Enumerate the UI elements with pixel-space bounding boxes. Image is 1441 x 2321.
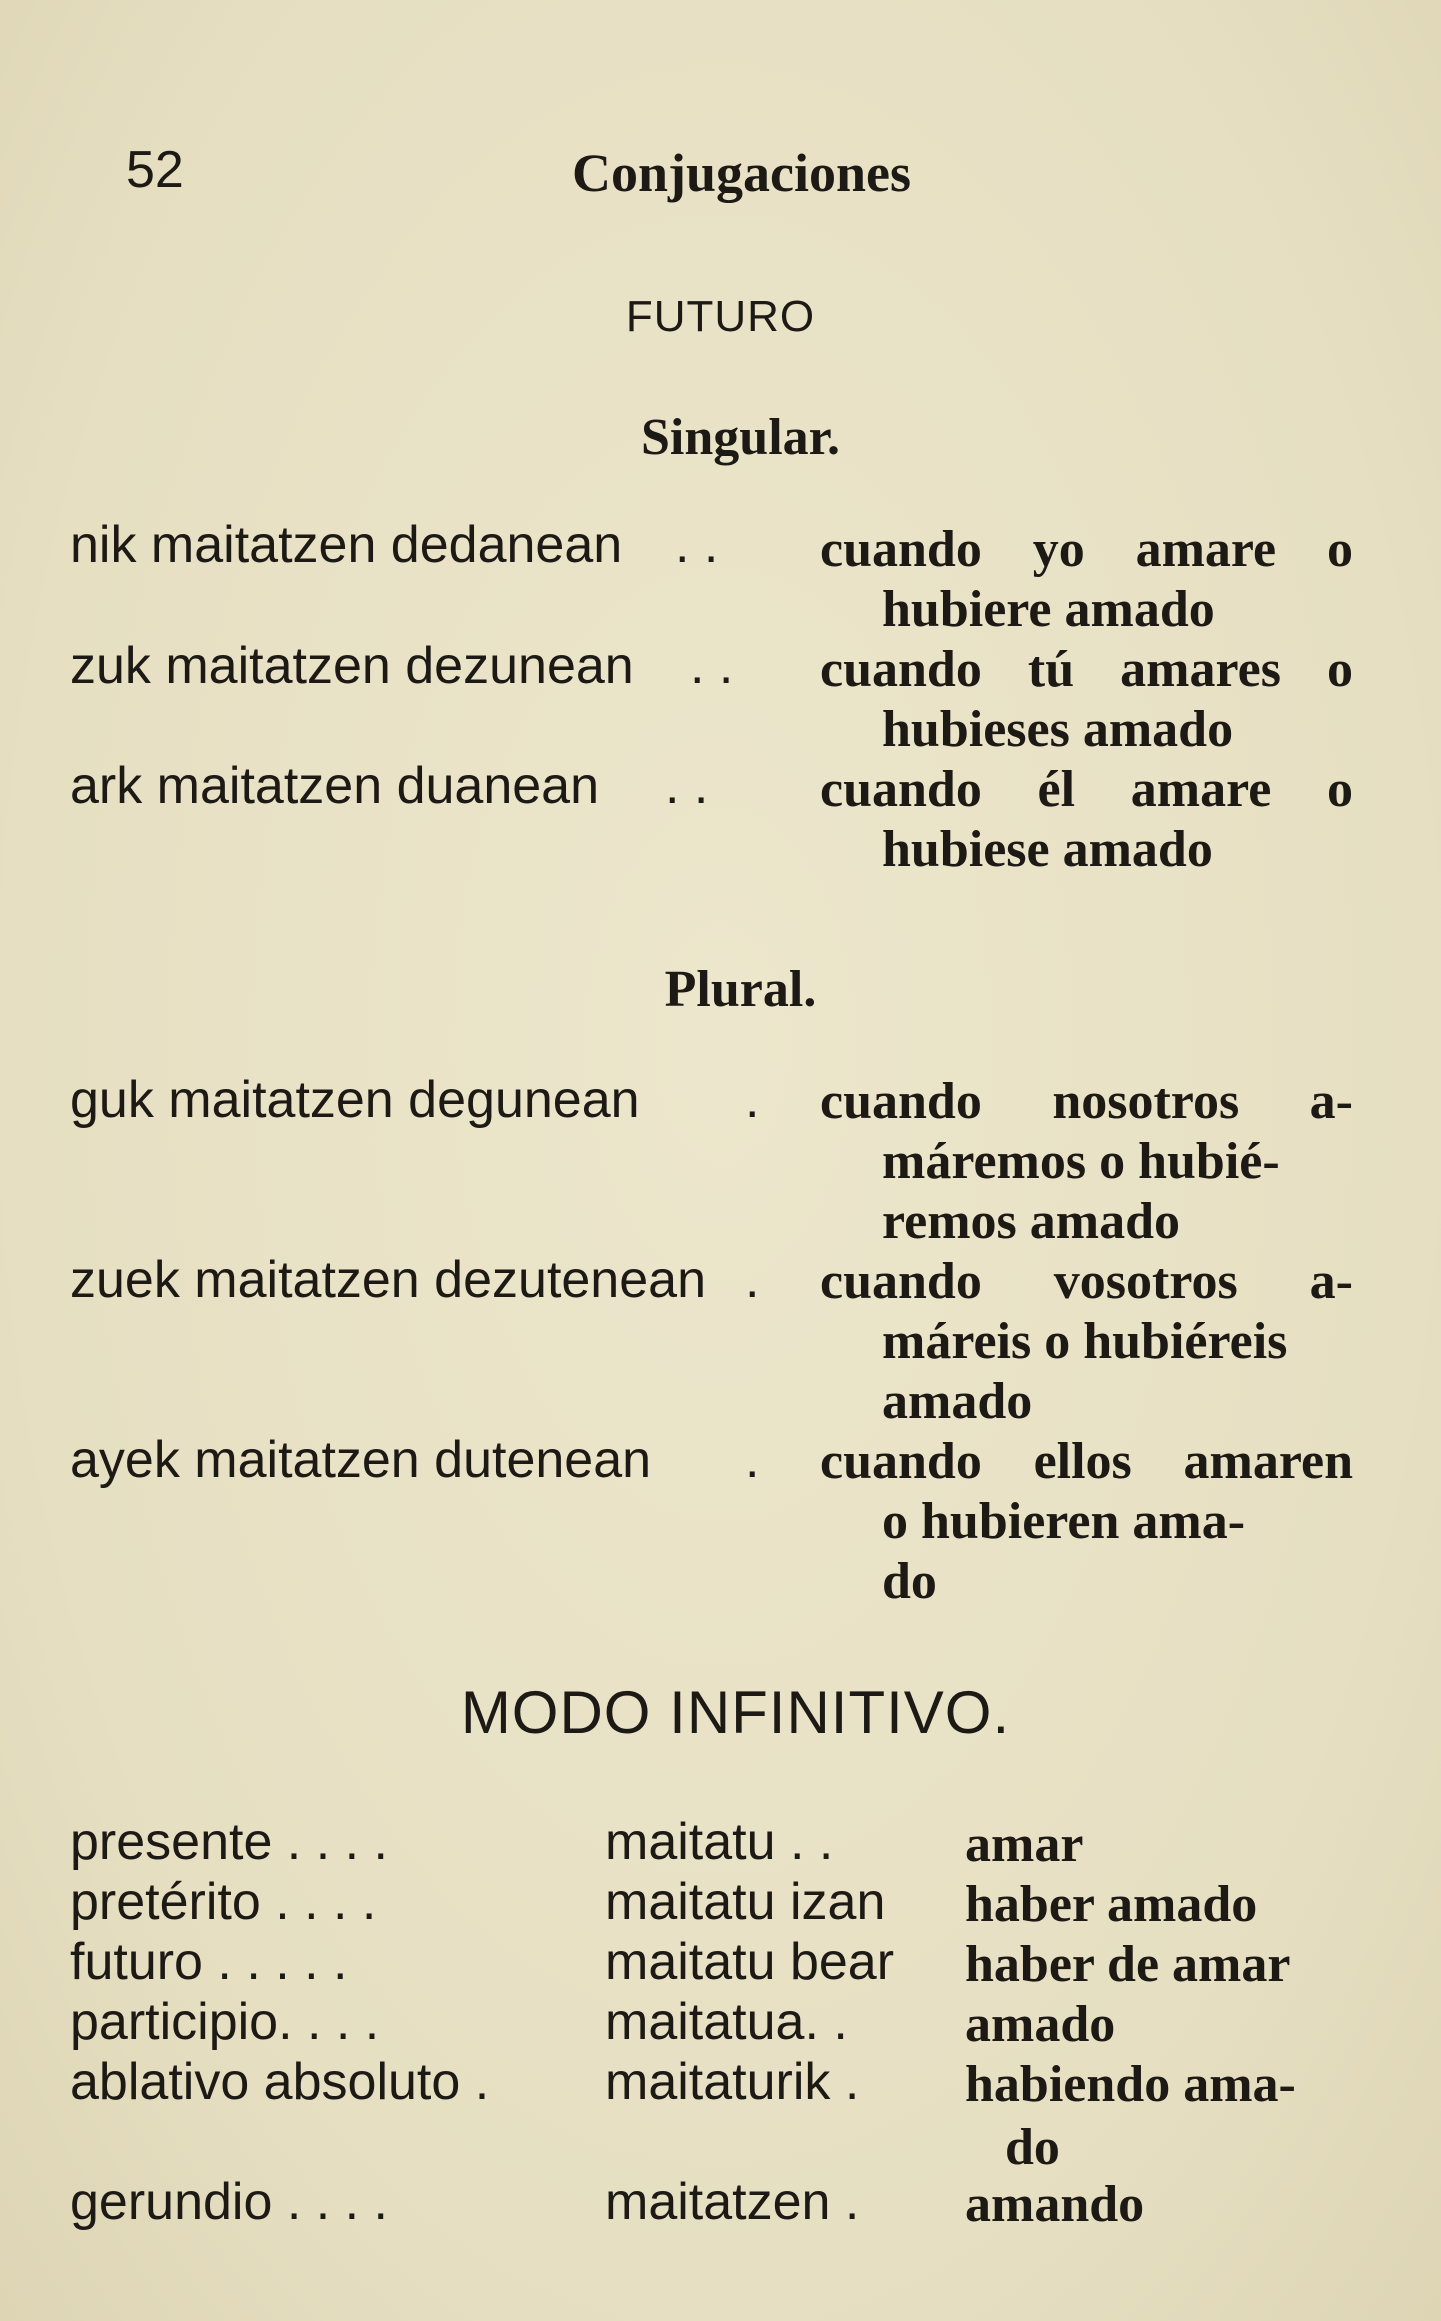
spanish-line: hubieses amado [882,701,1234,758]
plural-row-3-dots: . [745,1431,760,1489]
singular-row-1-spanish [820,520,1353,640]
plural-row-3-spanish [820,1432,1353,1612]
singular-row-2-basque: zuk maitatzen dezunean [70,637,634,695]
plural-row-1-basque: guk maitatzen degunean [70,1071,640,1129]
spanish-line: o hubieren ama- [882,1493,1246,1550]
page-number: 52 [126,141,184,199]
plural-row-2-basque: zuek maitatzen dezutenean [70,1251,706,1309]
word: ellos [1033,1433,1132,1490]
infinitive-label-ablativo: ablativo absoluto . [70,2053,490,2111]
spanish-line: amado [882,1373,1033,1430]
infinitive-spanish-gerundio: amando [965,2176,1145,2233]
infinitive-label-gerundio: gerundio . . . . [70,2173,388,2231]
spanish-line [820,1252,1353,1312]
word: él [1037,761,1076,818]
word: vosotros [1053,1253,1238,1310]
word: a- [1309,1073,1353,1130]
spanish-line: remos amado [882,1193,1181,1250]
singular-row-2-dots: . . [690,637,734,695]
word: amares [1120,641,1281,698]
word: amaren [1183,1433,1353,1490]
singular-row-1-basque: nik maitatzen dedanean [70,516,623,574]
word: nosotros [1052,1073,1240,1130]
infinitive-spanish-ablativo [965,2055,1355,2177]
word: cuando [820,641,982,698]
infinitive-basque-preterito: maitatu izan [605,1873,886,1931]
word: a- [1309,1253,1353,1310]
word: cuando [820,761,982,818]
section-futuro-heading: FUTURO [625,292,816,341]
infinitive-label-preterito: pretérito . . . . [70,1873,377,1931]
word: cuando [820,1253,982,1310]
infinitive-spanish-presente: amar [965,1816,1084,1873]
word: cuando [820,521,982,578]
word: o [1326,521,1353,578]
modo-infinitivo-heading: MODO INFINITIVO. [460,1679,1011,1746]
plural-row-3-basque: ayek maitatzen dutenean [70,1431,652,1489]
spanish-line [820,1072,1353,1132]
infinitive-basque-presente: maitatu . . [605,1813,834,1871]
singular-row-3-spanish [820,760,1353,880]
spanish-line [820,520,1353,580]
word: amare [1130,761,1272,818]
word: cuando [820,1433,982,1490]
singular-row-3-basque: ark maitatzen duanean [70,757,600,815]
spanish-line: hubiere amado [882,581,1215,638]
spanish-line: do [1005,2119,1060,2176]
infinitive-label-futuro: futuro . . . . . [70,1933,348,1991]
word: cuando [820,1073,982,1130]
spanish-line [820,760,1353,820]
spanish-line: máreis o hubiéreis [882,1313,1288,1370]
word: o [1326,761,1353,818]
word: yo [1032,521,1085,578]
infinitive-spanish-futuro: haber de amar [965,1936,1291,1993]
plural-row-1-spanish [820,1072,1353,1252]
infinitive-label-participio: participio. . . . [70,1993,380,2051]
singular-row-1-dots: . . [675,516,719,574]
plural-heading: Plural. [664,961,817,1018]
word: amare [1135,521,1277,578]
plural-row-1-dots: . [745,1071,760,1129]
plural-row-2-spanish [820,1252,1353,1432]
spanish-line: hubiese amado [882,821,1213,878]
infinitive-basque-participio: maitatua. . [605,1993,848,2051]
word: o [1326,641,1353,698]
spanish-line [820,640,1353,700]
plural-row-2-dots: . [745,1251,760,1309]
spanish-line: máremos o hubié- [882,1133,1280,1190]
infinitive-basque-futuro: maitatu bear [605,1933,895,1991]
running-title: Conjugaciones [572,143,912,203]
infinitive-label-presente: presente . . . . [70,1813,388,1871]
infinitive-spanish-participio: amado [965,1996,1116,2053]
spanish-line: do [882,1553,937,1610]
singular-row-2-spanish [820,640,1353,760]
word: tú [1027,641,1075,698]
singular-row-3-dots: . . [665,757,709,815]
infinitive-basque-ablativo: maitaturik . [605,2053,860,2111]
spanish-line [820,1432,1353,1492]
infinitive-basque-gerundio: maitatzen . [605,2173,860,2231]
infinitive-spanish-preterito: haber amado [965,1876,1258,1933]
spanish-line: habiendo ama- [965,2056,1296,2113]
singular-heading: Singular. [641,409,840,466]
